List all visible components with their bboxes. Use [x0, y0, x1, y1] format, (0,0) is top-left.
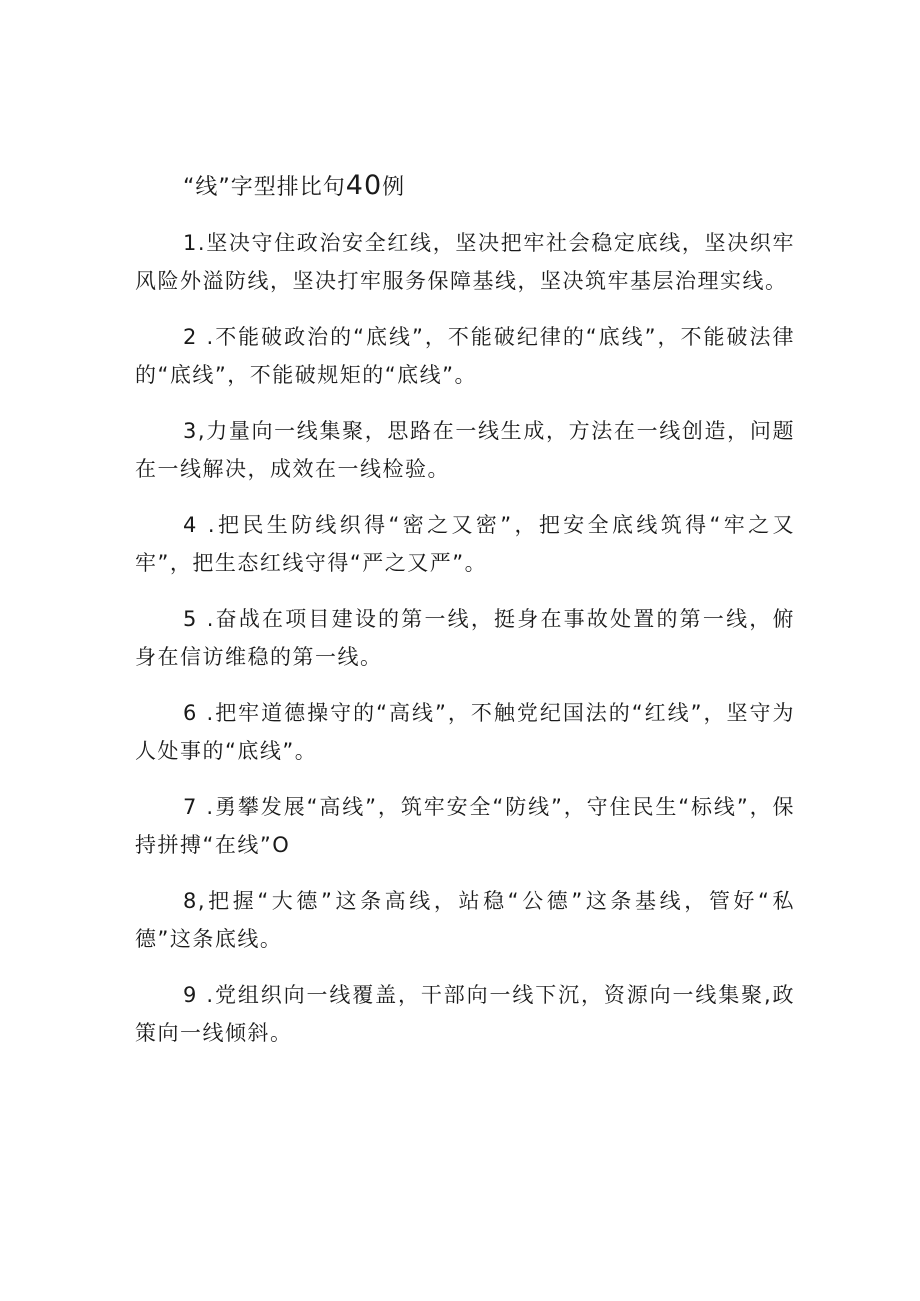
list-item-5: 5 .奋战在项目建设的第一线，挺身在事故处置的第一线，俯身在信访维稳的第一线。 — [135, 607, 795, 669]
title-text: “线”字型排比句 — [183, 175, 346, 200]
document-body — [135, 168, 795, 1070]
list-item-8: 8,把握“大德”这条高线，站稳“公德”这条基线，管好“私德”这条底线。 — [135, 889, 795, 951]
document-title — [135, 168, 795, 206]
list-item-3: 3,力量向一线集聚，思路在一线生成，方法在一线创造，问题在一线解决，成效在一线检验。 — [135, 419, 795, 481]
list-item-6: 6 .把牢道德操守的“高线”，不触党纪国法的“红线”，坚守为人处事的“底线”。 — [135, 701, 795, 763]
list-item-4: 4 .把民生防线织得“密之又密”，把安全底线筑得“牢之又牢”，把生态红线守得“严之又严”。 — [135, 513, 795, 575]
title-suffix: 例 — [382, 175, 406, 200]
list-item-9: 9 .党组织向一线覆盖，干部向一线下沉，资源向一线集聚,政策向一线倾斜。 — [135, 983, 795, 1045]
list-item-7: 7 .勇攀发展“高线”，筑牢安全“防线”，守住民生“标线”，保持拼搏“在线”O — [135, 795, 795, 857]
list-item-1: 1.坚决守住政治安全红线，坚决把牢社会稳定底线，坚决织牢风险外溢防线，坚决打牢服务保障基线，坚决筑牢基层治理实线。 — [135, 231, 795, 293]
title-number: 40 — [345, 170, 383, 201]
list-item-2: 2 .不能破政治的“底线”，不能破纪律的“底线”，不能破法律的“底线”，不能破规矩的“底线”。 — [135, 325, 795, 387]
